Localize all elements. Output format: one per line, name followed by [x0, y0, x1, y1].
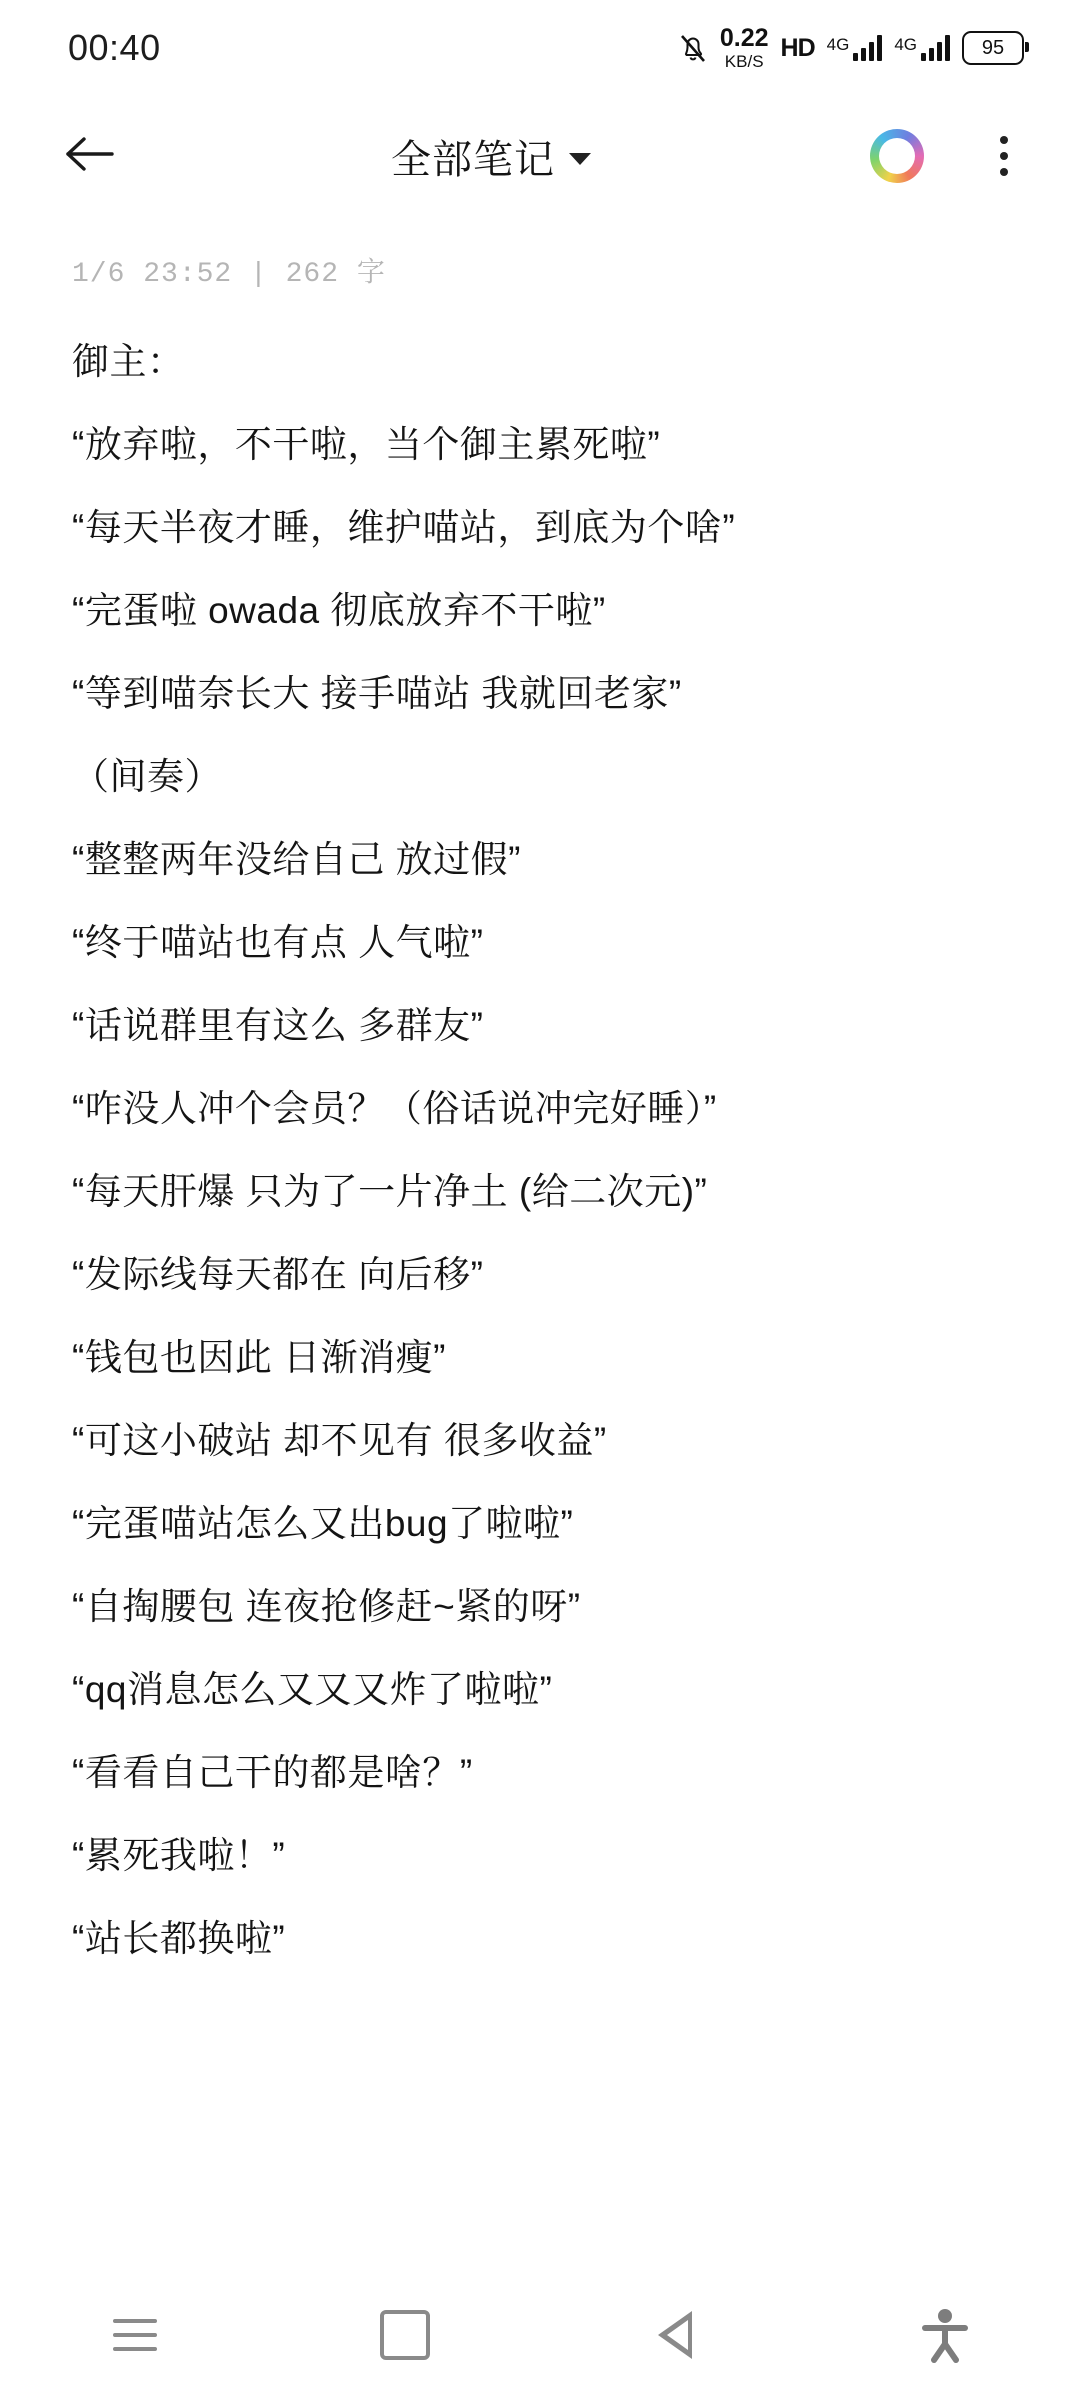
- note-line: “累死我啦！”: [72, 1835, 286, 1876]
- note-line: （间奏）: [72, 756, 222, 797]
- sim2-network-label: 4G: [894, 35, 917, 54]
- note-line: “每天肝爆 只为了一片净土 (给二次元)”: [72, 1171, 708, 1212]
- note-line: “整整两年没给自己 放过假”: [72, 839, 521, 880]
- recents-menu-icon: [113, 2319, 157, 2351]
- note-line: “钱包也因此 日渐消瘦”: [72, 1337, 446, 1378]
- network-speed-value: 0.22: [719, 24, 769, 52]
- network-speed-indicator: [720, 26, 769, 70]
- note-line: “看看自己干的都是啥？”: [72, 1752, 473, 1793]
- note-line: “咋没人冲个会员？（俗话说冲完好睡）”: [72, 1088, 717, 1129]
- status-icons: [678, 26, 1024, 70]
- color-ring-avatar-icon[interactable]: [870, 129, 924, 183]
- notebook-selector[interactable]: [112, 128, 870, 185]
- note-line: “站长都换啦”: [72, 1918, 286, 1959]
- note-line: “完蛋喵站怎么又出bug了啦啦”: [72, 1503, 574, 1544]
- note-line: “自掏腰包 连夜抢修赶~紧的呀”: [72, 1586, 581, 1627]
- note-body[interactable]: [0, 290, 1080, 1980]
- note-line: “话说群里有这么 多群友”: [72, 1005, 484, 1046]
- system-navigation-bar: [0, 2270, 1080, 2400]
- back-triangle-icon: [658, 2311, 692, 2359]
- battery-indicator: [962, 31, 1024, 65]
- home-square-icon: [380, 2310, 430, 2360]
- sim1-network-label: 4G: [826, 35, 850, 54]
- network-speed-unit: KB/S: [724, 52, 764, 71]
- note-line: “每天半夜才睡，维护喵站，到底为个啥”: [72, 507, 736, 548]
- app-bar: [0, 96, 1080, 216]
- sim1-signal-icon: [827, 35, 883, 61]
- sim2-signal-bars: [921, 35, 950, 61]
- more-vertical-icon[interactable]: [976, 123, 1032, 189]
- battery-level-text: 95: [981, 36, 1005, 59]
- note-line: “完蛋啦 owada 彻底放弃不干啦”: [72, 590, 606, 631]
- home-button[interactable]: [330, 2285, 480, 2385]
- page-title: 全部笔记: [391, 137, 555, 182]
- status-clock: 00:40: [68, 27, 161, 68]
- status-bar: [0, 0, 1080, 96]
- sim1-signal-bars: [853, 35, 882, 61]
- recents-button[interactable]: [60, 2285, 210, 2385]
- note-line: 御主：: [72, 341, 185, 382]
- note-line: “qq消息怎么又又又炸了啦啦”: [72, 1669, 553, 1710]
- hd-voice-icon: HD: [780, 33, 815, 62]
- back-arrow-icon: [64, 134, 116, 179]
- system-back-button[interactable]: [600, 2285, 750, 2385]
- note-line: “等到喵奈长大 接手喵站 我就回老家”: [72, 673, 682, 714]
- accessibility-button[interactable]: [870, 2285, 1020, 2385]
- note-line: “发际线每天都在 向后移”: [72, 1254, 484, 1295]
- bell-mute-icon: [678, 31, 708, 65]
- note-line: “放弃啦，不干啦，当个御主累死啦”: [72, 424, 661, 465]
- note-meta: 1/6 23:52 | 262 字: [72, 259, 386, 290]
- note-line: “终于喵站也有点 人气啦”: [72, 922, 484, 963]
- note-line: “可这小破站 却不见有 很多收益”: [72, 1420, 607, 1461]
- sim2-signal-icon: [894, 35, 950, 61]
- chevron-down-icon: [569, 153, 591, 165]
- accessibility-person-icon: [919, 2306, 971, 2364]
